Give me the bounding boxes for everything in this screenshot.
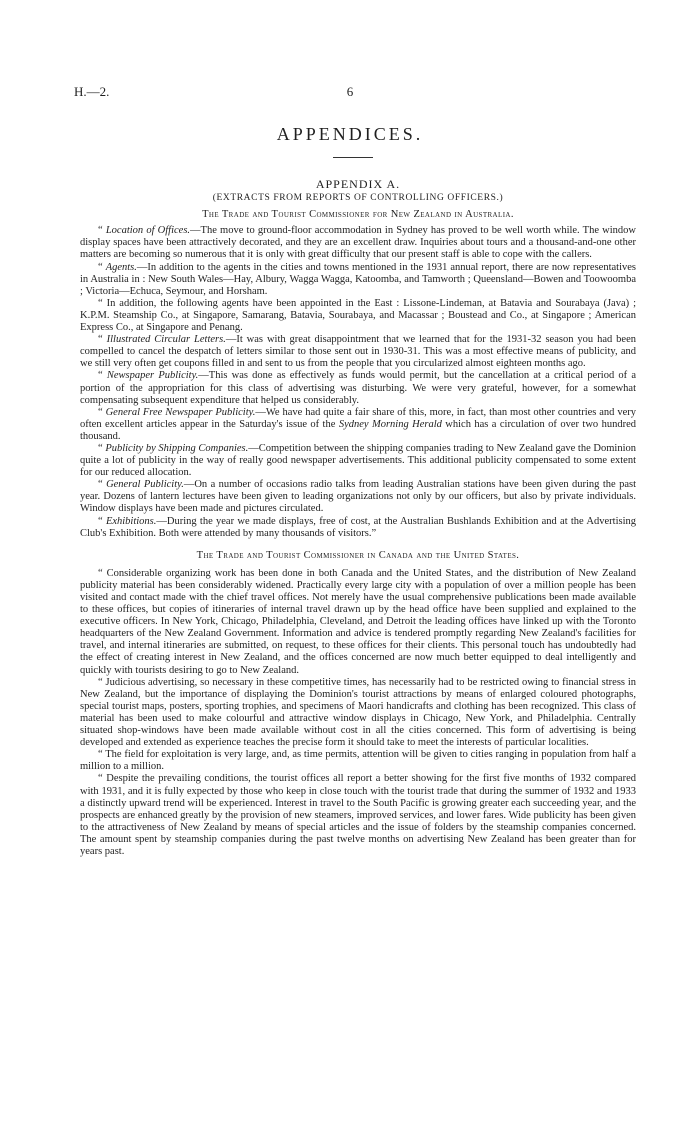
paragraph-run-in-title: Location of Offices.: [105, 225, 191, 237]
paragraph-run-in-title: General Publicity.: [106, 479, 184, 491]
paragraph-text: The field for exploitation is very large, and, as time permits, attention will be given to cities ranging in population from half a million to a million.: [80, 749, 636, 773]
paragraph-text: —We have had quite a fair share of this, more, in fact, than most other countries and very often excellent articles appear in the Saturday's issue of the: [80, 406, 636, 430]
paragraph: “ General Free Newspaper Publicity.—We have had quite a fair share of this, more, in fact, than most other countries and very often excellent articles appear in the Saturday's issue of the Sydney Morning Herald which has a circulation of over two hundred thousand.: [80, 406, 636, 442]
paragraph-text: —It was with great disappointment that we learned that for the 1931-32 season you had been compelled to cancel the despatch of letters similar to those sent out in 1930-31. This was a most effective means of publicity, and we still very often get coupons filled in and sent to us from the people that you circularized almost eighteen months ago.: [80, 334, 637, 370]
paragraph-text: —Competition between the shipping companies trading to New Zealand gave the Dominion quite a lot of publicity in the way of really good newspaper advertisements. This additional publicity compensated to some extent for our reduced allocation.: [80, 442, 636, 479]
section-title-australia: The Trade and Tourist Commissioner for New Zealand in Australia.: [202, 209, 514, 221]
paragraph: “ Considerable organizing work has been done in both Canada and the United States, and the distribution of New Zealand publicity material has been considerably widened. Practically every large city with a population of over a million people has been visited and contact made with the chief travel offices. Not merely have the usual comprehensive publications been made available to these offices, but copies of itineraries of internal travel drawn up by the head office have been supplied and explained to the executive officers. In New York, Chicago, Philadelphia, Cleveland, and Detroit the leading offices have linked up with the Toronto headquarters of the New Zealand Government. Information and advice is tendered promptly regarding New Zealand's facilities for travel, and internal itineraries are submitted, on request, to these offices for their clients. This personal touch has undoubtedly had the effect of creating interest in New Zealand, and the offices concerned are now much better equipped to deal intelligently and quickly with tourists desiring to go to New Zealand.: [80, 567, 636, 676]
paragraph: “ Despite the prevailing conditions, the tourist offices all report a better showing for the first five months of 1932 compared with 1931, and it is fully expected by those who keep in close touch with the tourist trade that during the summer of 1932 and 1933 a distinctly upward trend will be experienced. Interest in travel to the South Pacific is growing greater each succeeding year, and the prospects are enhanced greatly by the provision of new steamers, improved services, and lower fares. Wide publicity has been given to the attractiveness of New Zealand by means of special articles and the issue of folders by the steamship companies concerned. The amount spent by steamship companies during the past twelve months on advertising New Zealand has been greater than for years past.: [80, 773, 636, 857]
paragraph-text: In addition, the following agents have been appointed in the East : Lissone-Lindeman, at Batavia and Sourabaya (Java) ; K.P.M. Steamship Co., at Singapore, Samarang, Batavia, Sourabaya, and Macassar ; Boustead and Co., at Singapore ; American Express Co., at Singapore and Penang.: [80, 297, 636, 334]
paragraph-text: Despite the prevailing conditions, the tourist offices all report a better showing for the first five months of 1932 compared with 1931, and it is fully expected by those who keep in close touch with the tourist trade that during the summer of 1932 and 1933 a distinctly upward trend will be experienced. Interest in travel to the South Pacific is growing greater each succeeding year, and the prospects are enhanced greatly by the provision of new steamers, improved services, and lower fares. Wide publicity has been given to the attractiveness of New Zealand by means of special articles and the issue of folders by the steamship companies concerned. The amount spent by steamship companies during the past twelve months on advertising New Zealand has been greater than for years past.: [80, 773, 636, 857]
paragraph-run-in-title: Illustrated Circular Letters.: [106, 334, 226, 346]
document-body: [80, 172, 636, 858]
appendix-subheading: (EXTRACTS FROM REPORTS OF CONTROLLING OFFICERS.): [212, 193, 504, 204]
section-title-canada-us: The Trade and Tourist Commissioner in Canada and the United States.: [196, 549, 520, 561]
paragraph: “ Location of Offices.—The move to ground-floor accommodation in Sydney has proved to be well worth while. The window display spaces have been attractively decorated, and they are an excellent draw. Inquiries about tours and a thousand-and-one other matters are becoming so numerous that it is only with great difficulty that our present staff is able to cope with the callers.: [80, 225, 636, 261]
paragraph-text: —On a number of occasions radio talks from leading Australian stations have been given during the past year. Dozens of lantern lectures have been given to leading organizations not only by our officers, but also by private individuals. Window displays have been made and pictures circulated.: [80, 479, 636, 515]
paragraph-run-in-title: Newspaper Publicity.: [106, 370, 199, 382]
paragraph: “ General Publicity.—On a number of occasions radio talks from leading Australian stations have been given during the past year. Dozens of lantern lectures have been given to leading organizations not only by our officers, but also by private individuals. Window displays have been made and pictures circulated.: [80, 479, 636, 515]
paragraph: “ Illustrated Circular Letters.—It was with great disappointment that we learned that for the 1931-32 season you had been compelled to cancel the despatch of letters similar to those sent out in 1930-31. This was a most effective means of publicity, and we still very often get coupons filled in and sent to us from the people that you circularized almost eighteen months ago.: [80, 334, 637, 370]
paragraph: “ Judicious advertising, so necessary in these competitive times, has necessarily had to be restricted owing to financial stress in New Zealand, but the importance of displaying the Dominion's tourist attractions by means of enlarged coloured photographs, special tourist maps, posters, sporting trophies, and specimens of Maori handicrafts and clothing has been recognized. This class of material has been used to make colourful and attractive window displays in Chicago, New York, and Philadelphia. Centrally situated shop-windows have been made available without cost in all the cities concerned. This form of advertising is being developed and extended as experience teaches the precise form it should take to meet the interests of particular localities.: [80, 676, 636, 749]
paragraph-text: Considerable organizing work has been done in both Canada and the United States, and the distribution of New Zealand publicity material has been considerably widened. Practically every large city with a population of over a million people has been visited and contact made with the chief travel offices. Not merely have the usual comprehensive publications been made available to these offices, but copies of itineraries of internal travel drawn up by the head office have been supplied and explained to the executive officers. In New York, Chicago, Philadelphia, Cleveland, and Detroit the leading offices have linked up with the Toronto headquarters of the New Zealand Government. Information and advice is tendered promptly regarding New Zealand's facilities for travel, and internal itineraries are submitted, on request, to these offices for their clients. This personal touch has undoubtedly had the effect of creating interest in New Zealand, and the offices concerned are now much better equipped to deal intelligently and quickly with tourists desiring to go to New Zealand.: [80, 567, 636, 676]
paragraph: “ The field for exploitation is very large, and, as time permits, attention will be given to cities ranging in population from half a million to a million.: [80, 749, 636, 773]
paragraph: “ Agents.—In addition to the agents in the cities and towns mentioned in the 1931 annual report, there are now representatives in Australia in : New South Wales—Hay, Albury, Wagga Wagga, Katoomba, and Tamworth ; Queensland—Bowen and Toowoomba ; Victoria—Echuca, Seymour, and Horsham.: [80, 261, 636, 297]
paragraph: “ Exhibitions.—During the year we made displays, free of cost, at the Australian Bushlands Exhibition and at the Advertising Club's Exhibition. Both were attended by many thousands of visitors.”: [80, 515, 636, 539]
page-header-reference: H.—2.: [74, 84, 110, 99]
paragraph-text: —This was done as effectively as funds would permit, but the cancellation at a critical period of a portion of the appropriation for this class of advertising was disturbing. We were very grateful, however, for a somewhat compensating subsequent expenditure that helped us considerably.: [80, 370, 637, 406]
paragraph-run-in-title: Agents.: [105, 261, 137, 273]
paragraph: “ In addition, the following agents have been appointed in the East : Lissone-Lindeman, at Batavia and Sourabaya (Java) ; K.P.M. Steamship Co., at Singapore, Samarang, Batavia, Sourabaya, and Macassar ; Boustead and Co., at Singapore ; American Express Co., at Singapore and Penang.: [80, 297, 636, 334]
paragraph-run-in-title: Publicity by Shipping Companies.: [105, 442, 249, 454]
appendix-heading: APPENDIX A.: [315, 177, 401, 191]
newspaper-name: Sydney Morning Herald: [338, 418, 442, 430]
paragraph-text: Judicious advertising, so necessary in these competitive times, has necessarily had to be restricted owing to financial stress in New Zealand, but the importance of displaying the Dominion's tourist attractions by means of enlarged coloured photographs, special tourist maps, posters, sporting trophies, and specimens of Maori handicrafts and clothing has been recognized. This class of material has been used to make colourful and attractive window displays in Chicago, New York, and Philadelphia. Centrally situated shop-windows have been made available without cost in all the cities concerned. This form of advertising is being developed and extended as experience teaches the precise form it should take to meet the interests of particular localities.: [80, 676, 636, 749]
paragraph-text: —During the year we made displays, free of cost, at the Australian Bushlands Exhibition and at the Advertising Club's Exhibition. Both were attended by many thousands of visitors.”: [80, 515, 636, 539]
paragraph-text: which has a circulation of over two hundred thousand.: [80, 418, 636, 442]
paragraph: “ Publicity by Shipping Companies.—Competition between the shipping companies trading to New Zealand gave the Dominion quite a lot of publicity in the way of really good newspaper advertisements. This additional publicity compensated to some extent for our reduced allocation.: [80, 442, 636, 479]
page-title: APPENDICES.: [276, 124, 424, 144]
paragraph-run-in-title: Exhibitions.: [105, 515, 157, 527]
title-divider: [333, 157, 373, 158]
page-number: 6: [346, 84, 354, 99]
paragraph: “ Newspaper Publicity.—This was done as effectively as funds would permit, but the cancellation at a critical period of a portion of the appropriation for this class of advertising was disturbing. We were very grateful, however, for a somewhat compensating subsequent expenditure that helped us considerably.: [80, 370, 637, 406]
paragraph-run-in-title: General Free Newspaper Publicity.: [105, 406, 256, 418]
paragraph-text: —The move to ground-floor accommodation in Sydney has proved to be well worth while. The window display spaces have been attractively decorated, and they are an excellent draw. Inquiries about tours and a thousand-and-one other matters are becoming so numerous that it is only with great difficulty that our present staff is able to cope with the callers.: [80, 225, 636, 261]
paragraph-text: —In addition to the agents in the cities and towns mentioned in the 1931 annual report, there are now representatives in Australia in : New South Wales—Hay, Albury, Wagga Wagga, Katoomba, and Tamworth ; Queensland—Bowen and Toowoomba ; Victoria—Echuca, Seymour, and Horsham.: [80, 261, 636, 297]
